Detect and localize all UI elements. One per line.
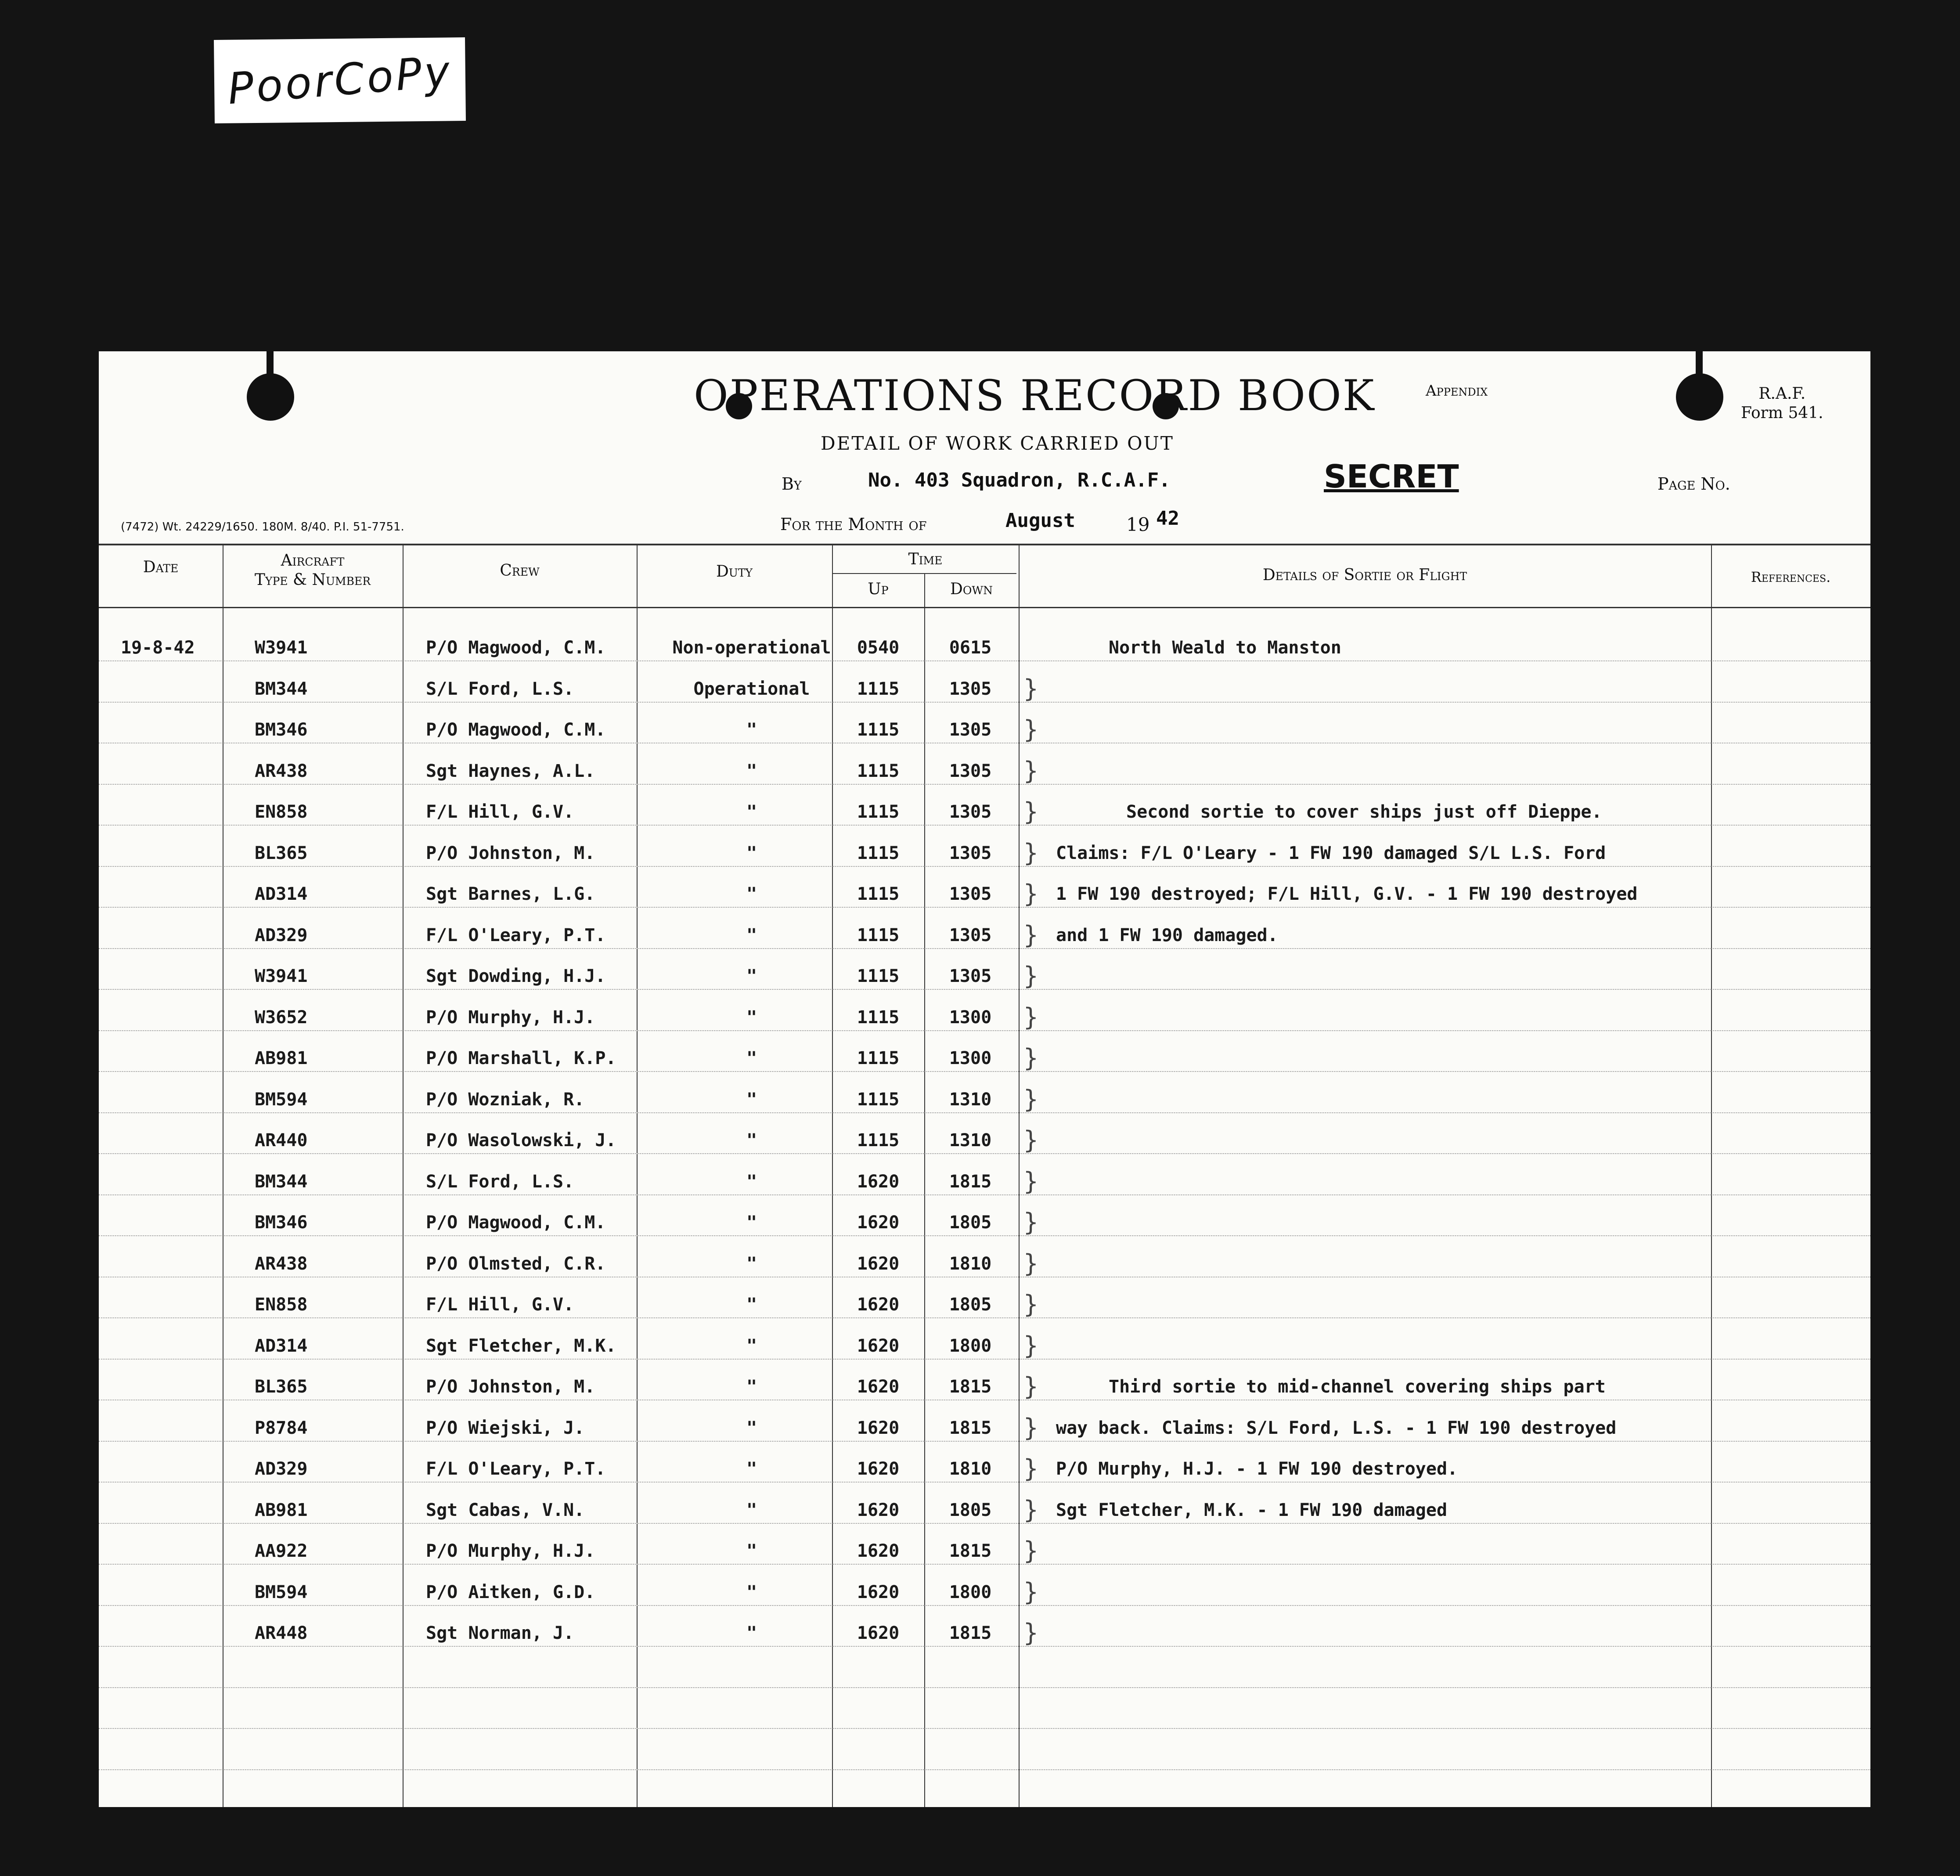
cell-duty: " — [746, 720, 757, 740]
cell-duty: Operational — [693, 678, 810, 699]
bracket-mark: } — [1023, 715, 1039, 744]
ruled-line — [99, 1441, 1870, 1442]
cell-aircraft: AR438 — [255, 1253, 308, 1274]
punch-hole-right — [1676, 373, 1723, 421]
cell-down: 1305 — [949, 720, 992, 740]
details-line: Claims: F/L O'Leary - 1 FW 190 damaged S/L L.S. Ford — [1056, 843, 1606, 863]
cell-up: 1620 — [857, 1459, 900, 1479]
bracket-mark: } — [1023, 1577, 1039, 1606]
cell-duty: " — [746, 1500, 757, 1520]
cell-down: 1805 — [949, 1500, 992, 1520]
cell-crew: P/O Murphy, H.J. — [426, 1007, 595, 1028]
ruled-line — [99, 1235, 1870, 1236]
bracket-mark: } — [1023, 1537, 1039, 1565]
cell-aircraft: BM344 — [255, 678, 308, 699]
cell-crew: P/O Aitken, G.D. — [426, 1582, 595, 1602]
cell-down: 1305 — [949, 802, 992, 822]
cell-down: 1800 — [949, 1582, 992, 1602]
cell-up: 1115 — [857, 802, 900, 822]
col-aircraft-line1: Aircraft — [281, 552, 345, 570]
details-line: Third sortie to mid-channel covering ships part — [1109, 1377, 1606, 1397]
cell-down: 1815 — [949, 1171, 992, 1192]
cell-duty: " — [746, 1377, 757, 1397]
cell-down: 1300 — [949, 1007, 992, 1028]
bracket-mark: } — [1023, 880, 1039, 908]
cell-crew: Sgt Cabas, V.N. — [426, 1500, 585, 1520]
cell-duty: " — [746, 1089, 757, 1110]
cell-duty: " — [746, 1295, 757, 1315]
secret-stamp: SECRET — [1324, 458, 1459, 495]
cell-crew: Sgt Haynes, A.L. — [426, 761, 595, 781]
cell-aircraft: BM346 — [255, 720, 308, 740]
cell-aircraft: BL365 — [255, 1377, 308, 1397]
ruled-line — [99, 1071, 1870, 1072]
bracket-mark: } — [1023, 797, 1039, 826]
ruled-line — [99, 1194, 1870, 1195]
cell-duty: " — [746, 1541, 757, 1561]
cell-up: 1620 — [857, 1623, 900, 1643]
bracket-mark: } — [1023, 674, 1039, 703]
cell-duty: " — [746, 1335, 757, 1356]
poor-copy-label — [214, 37, 466, 123]
poor-copy-label-text: PoorCoPy — [225, 46, 454, 115]
header-top-rule — [99, 544, 1870, 545]
cell-down: 1805 — [949, 1212, 992, 1233]
cell-duty: " — [746, 1007, 757, 1028]
cell-aircraft: AR438 — [255, 761, 308, 781]
cell-aircraft: AD329 — [255, 925, 308, 945]
bracket-mark: } — [1023, 1085, 1039, 1114]
cell-down: 1810 — [949, 1253, 992, 1274]
bracket-mark: } — [1023, 1003, 1039, 1032]
bracket-mark: } — [1023, 962, 1039, 990]
appendix-label: Appendix — [1426, 382, 1488, 400]
cell-crew: P/O Johnston, M. — [426, 1377, 595, 1397]
month-value: August — [1005, 509, 1075, 532]
cell-down: 1800 — [949, 1335, 992, 1356]
cell-crew: F/L Hill, G.V. — [426, 1295, 574, 1315]
form-number — [1741, 384, 1823, 423]
cell-crew: Sgt Fletcher, M.K. — [426, 1335, 616, 1356]
ruled-line — [99, 1605, 1870, 1606]
form-subtitle: DETAIL OF WORK CARRIED OUT — [821, 433, 1174, 454]
cell-down: 1815 — [949, 1541, 992, 1561]
bracket-mark: } — [1023, 1454, 1039, 1483]
details-line: 1 FW 190 destroyed; F/L Hill, G.V. - 1 FW 190 destroyed — [1056, 884, 1638, 904]
cell-up: 1620 — [857, 1212, 900, 1233]
cell-aircraft: W3941 — [255, 638, 308, 658]
cell-down: 1815 — [949, 1418, 992, 1438]
cell-down: 1300 — [949, 1048, 992, 1068]
cell-crew: P/O Magwood, C.M. — [426, 720, 606, 740]
col-duty: Duty — [716, 563, 753, 581]
cell-crew: P/O Magwood, C.M. — [426, 1212, 606, 1233]
cell-aircraft: AB981 — [255, 1500, 308, 1520]
year-prefix: 19 — [1126, 514, 1150, 535]
bracket-mark: } — [1023, 1413, 1039, 1442]
cell-duty: " — [746, 1623, 757, 1643]
cell-down: 1815 — [949, 1623, 992, 1643]
cell-up: 1115 — [857, 1130, 900, 1151]
cell-crew: P/O Murphy, H.J. — [426, 1541, 595, 1561]
bracket-mark: } — [1023, 1495, 1039, 1524]
page-number-label: Page No. — [1657, 474, 1730, 494]
cell-duty: " — [746, 966, 757, 986]
cell-down: 1815 — [949, 1377, 992, 1397]
details-line: and 1 FW 190 damaged. — [1056, 925, 1278, 945]
cell-duty: " — [746, 1171, 757, 1192]
col-aircraft-line2: Type & Number — [254, 571, 371, 589]
cell-up: 1620 — [857, 1582, 900, 1602]
cell-duty: Non-operational — [672, 638, 831, 658]
cell-aircraft: P8784 — [255, 1418, 308, 1438]
year-value: 42 — [1156, 507, 1179, 530]
ruled-line — [99, 866, 1870, 867]
col-aircraft — [223, 551, 403, 590]
cell-date: 19-8-42 — [121, 638, 195, 658]
cell-down: 1805 — [949, 1295, 992, 1315]
cell-duty: " — [746, 925, 757, 945]
bracket-mark: } — [1023, 1208, 1039, 1237]
cell-crew: P/O Wiejski, J. — [426, 1418, 585, 1438]
cell-up: 1115 — [857, 678, 900, 699]
cell-down: 1305 — [949, 884, 992, 904]
bracket-mark: } — [1023, 1126, 1039, 1154]
ruled-line — [99, 1482, 1870, 1483]
cell-up: 1620 — [857, 1541, 900, 1561]
details-line: Second sortie to cover ships just off Dieppe. — [1126, 802, 1602, 822]
ruled-line — [99, 1112, 1870, 1113]
cell-up: 1620 — [857, 1500, 900, 1520]
bracket-mark: } — [1023, 756, 1039, 785]
form-title: OPERATIONS RECORD BOOK — [694, 371, 1376, 420]
col-down: Down — [950, 580, 993, 598]
divider-aircraft — [403, 545, 404, 1807]
cell-up: 1620 — [857, 1295, 900, 1315]
cell-up: 1620 — [857, 1253, 900, 1274]
cell-up: 1115 — [857, 966, 900, 986]
by-label: By — [782, 474, 802, 494]
cell-crew: S/L Ford, L.S. — [426, 1171, 574, 1192]
cell-duty: " — [746, 1582, 757, 1602]
cell-down: 1305 — [949, 925, 992, 945]
cell-crew: P/O Wasolowski, J. — [426, 1130, 616, 1151]
col-date: Date — [143, 558, 179, 576]
cell-up: 1620 — [857, 1418, 900, 1438]
cell-crew: P/O Johnston, M. — [426, 843, 595, 863]
cell-up: 0540 — [857, 638, 900, 658]
cell-aircraft: W3652 — [255, 1007, 308, 1028]
details-line: North Weald to Manston — [1109, 638, 1341, 658]
cell-up: 1620 — [857, 1335, 900, 1356]
cell-crew: Sgt Norman, J. — [426, 1623, 574, 1643]
bracket-mark: } — [1023, 1044, 1039, 1072]
ruled-line — [99, 660, 1870, 661]
cell-aircraft: BL365 — [255, 843, 308, 863]
cell-aircraft: EN858 — [255, 802, 308, 822]
ruled-line — [99, 1769, 1870, 1770]
bracket-mark: } — [1023, 1249, 1039, 1278]
bracket-mark: } — [1023, 1167, 1039, 1196]
col-crew: Crew — [500, 562, 540, 580]
ruled-line — [99, 1030, 1870, 1031]
cell-aircraft: EN858 — [255, 1295, 308, 1315]
cell-up: 1620 — [857, 1171, 900, 1192]
ruled-line — [99, 1523, 1870, 1524]
cell-aircraft: AB981 — [255, 1048, 308, 1068]
cell-crew: P/O Wozniak, R. — [426, 1089, 585, 1110]
cell-aircraft: AD314 — [255, 1335, 308, 1356]
bracket-mark: } — [1023, 838, 1039, 867]
cell-up: 1115 — [857, 1089, 900, 1110]
ruled-line — [99, 907, 1870, 908]
cell-up: 1115 — [857, 1007, 900, 1028]
ruled-line — [99, 989, 1870, 990]
ruled-line — [99, 1359, 1870, 1360]
form-number-line1: R.A.F. — [1758, 385, 1806, 403]
ruled-line — [99, 1153, 1870, 1154]
cell-crew: Sgt Barnes, L.G. — [426, 884, 595, 904]
cell-down: 1310 — [949, 1089, 992, 1110]
ruled-line — [99, 825, 1870, 826]
ruled-line — [99, 948, 1870, 949]
ruled-line — [99, 1317, 1870, 1318]
cell-up: 1115 — [857, 843, 900, 863]
cell-down: 0615 — [949, 638, 992, 658]
cell-crew: P/O Olmsted, C.R. — [426, 1253, 606, 1274]
cell-crew: P/O Marshall, K.P. — [426, 1048, 616, 1068]
ruled-line — [99, 1646, 1870, 1647]
punch-hole-left — [247, 373, 294, 421]
ruled-line — [99, 1687, 1870, 1688]
cell-aircraft: BM344 — [255, 1171, 308, 1192]
header-bottom-rule — [99, 607, 1870, 608]
cell-aircraft: BM594 — [255, 1089, 308, 1110]
divider-down — [1019, 545, 1020, 1807]
cell-down: 1305 — [949, 761, 992, 781]
cell-duty: " — [746, 1253, 757, 1274]
cell-crew: Sgt Dowding, H.J. — [426, 966, 606, 986]
cell-duty: " — [746, 1048, 757, 1068]
cell-duty: " — [746, 1130, 757, 1151]
ruled-line — [99, 1564, 1870, 1565]
cell-crew: F/L Hill, G.V. — [426, 802, 574, 822]
month-label: For the Month of — [780, 515, 927, 534]
squadron-name: No. 403 Squadron, R.C.A.F. — [868, 469, 1171, 491]
divider-details — [1711, 545, 1712, 1807]
bracket-mark: } — [1023, 1290, 1039, 1319]
cell-duty: " — [746, 884, 757, 904]
cell-aircraft: BM594 — [255, 1582, 308, 1602]
cell-duty: " — [746, 802, 757, 822]
cell-crew: F/L O'Leary, P.T. — [426, 925, 606, 945]
print-info: (7472) Wt. 24229/1650. 180M. 8/40. P.I. 51-7751. — [121, 520, 404, 534]
cell-duty: " — [746, 1212, 757, 1233]
cell-up: 1620 — [857, 1377, 900, 1397]
col-references: References. — [1751, 569, 1831, 585]
operations-record-sheet — [99, 351, 1870, 1807]
cell-aircraft: BM346 — [255, 1212, 308, 1233]
cell-duty: " — [746, 1418, 757, 1438]
cell-aircraft: AA922 — [255, 1541, 308, 1561]
bracket-mark: } — [1023, 1331, 1039, 1360]
cell-aircraft: W3941 — [255, 966, 308, 986]
cell-aircraft: AD314 — [255, 884, 308, 904]
divider-crew — [637, 545, 638, 1807]
bracket-mark: } — [1023, 920, 1039, 949]
details-line: Sgt Fletcher, M.K. - 1 FW 190 damaged — [1056, 1500, 1448, 1520]
cell-crew: F/L O'Leary, P.T. — [426, 1459, 606, 1479]
details-line: way back. Claims: S/L Ford, L.S. - 1 FW 190 destroyed — [1056, 1418, 1617, 1438]
cell-duty: " — [746, 843, 757, 863]
ruled-line — [99, 784, 1870, 785]
col-time: Time — [908, 550, 943, 568]
bracket-mark: } — [1023, 1619, 1039, 1647]
cell-down: 1810 — [949, 1459, 992, 1479]
cell-crew: P/O Magwood, C.M. — [426, 638, 606, 658]
cell-up: 1115 — [857, 1048, 900, 1068]
cell-down: 1305 — [949, 843, 992, 863]
cell-duty: " — [746, 761, 757, 781]
cell-down: 1305 — [949, 966, 992, 986]
col-details: Details of Sortie or Flight — [1262, 566, 1467, 584]
cell-aircraft: AD329 — [255, 1459, 308, 1479]
form-number-line2: Form 541. — [1741, 404, 1823, 422]
cell-aircraft: AR448 — [255, 1623, 308, 1643]
cell-crew: S/L Ford, L.S. — [426, 678, 574, 699]
cell-up: 1115 — [857, 720, 900, 740]
col-up: Up — [868, 580, 889, 598]
cell-down: 1305 — [949, 678, 992, 699]
details-line: P/O Murphy, H.J. - 1 FW 190 destroyed. — [1056, 1459, 1458, 1479]
cell-up: 1115 — [857, 925, 900, 945]
cell-up: 1115 — [857, 884, 900, 904]
cell-down: 1310 — [949, 1130, 992, 1151]
cell-aircraft: AR440 — [255, 1130, 308, 1151]
cell-duty: " — [746, 1459, 757, 1479]
cell-up: 1115 — [857, 761, 900, 781]
ruled-line — [99, 702, 1870, 703]
ruled-line — [99, 1728, 1870, 1729]
bracket-mark: } — [1023, 1372, 1039, 1401]
